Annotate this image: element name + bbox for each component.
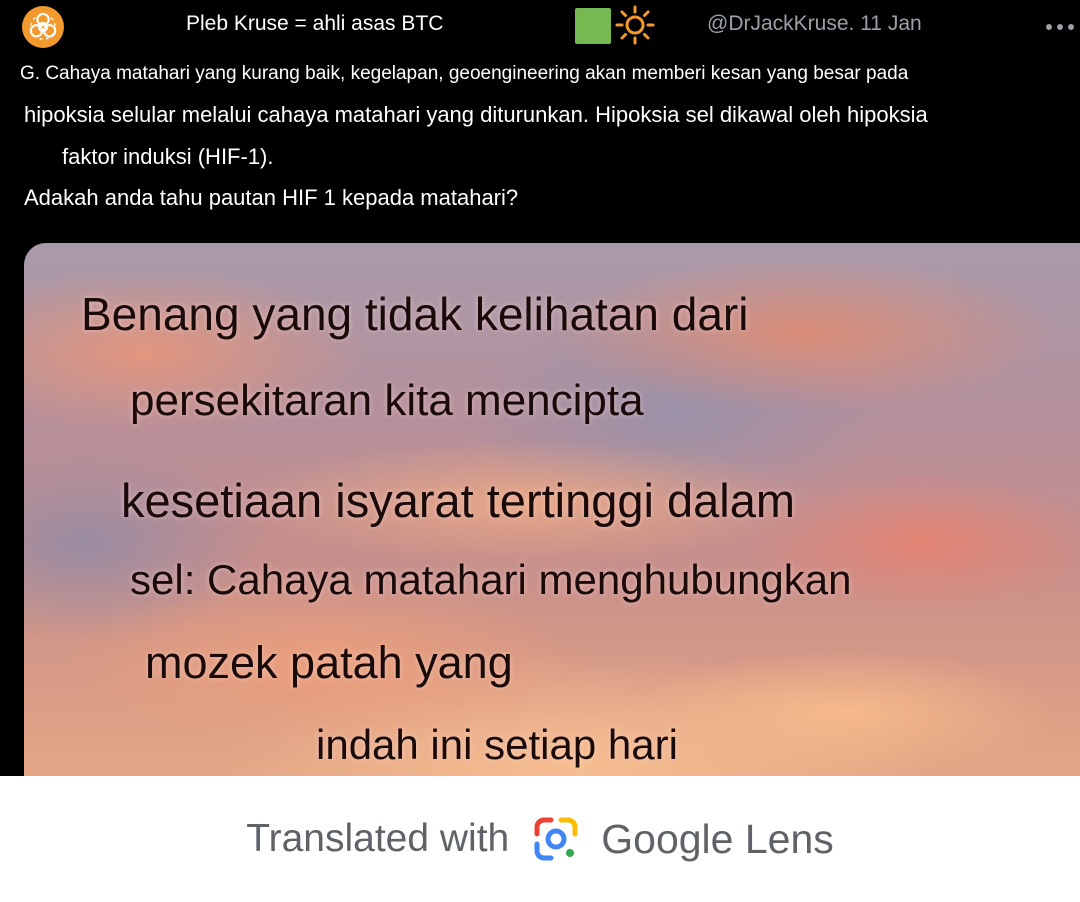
overlay-text-line: indah ini setiap hari	[316, 721, 678, 768]
post-text-line: hipoksia selular melalui cahaya matahari yang diturunkan. Hipoksia sel dikawal oleh hipoksia	[24, 102, 928, 127]
more-dot	[1057, 24, 1063, 30]
green-square-icon	[575, 8, 611, 44]
more-dot	[1046, 24, 1052, 30]
biohazard-icon	[28, 12, 58, 42]
overlay-text-line: mozek patah yang	[145, 637, 513, 688]
google-lens-icon	[533, 816, 579, 862]
sunset-image[interactable]	[24, 243, 1080, 776]
post-text-line: Adakah anda tahu pautan HIF 1 kepada matahari?	[24, 185, 519, 210]
post-text-line: G. Cahaya matahari yang kurang baik, kegelapan, geoengineering akan memberi kesan yang besar pada	[20, 63, 909, 84]
more-icon[interactable]	[1046, 24, 1074, 30]
google-lens-brand: Google Lens	[601, 815, 834, 862]
overlay-text-line: persekitaran kita mencipta	[130, 376, 644, 425]
overlay-text-line: kesetiaan isyarat tertinggi dalam	[121, 474, 796, 527]
post-text-line: faktor induksi (HIF-1).	[62, 144, 274, 169]
overlay-text-line: Benang yang tidak kelihatan dari	[81, 288, 749, 340]
more-dot	[1068, 24, 1074, 30]
overlay-text-line: sel: Cahaya matahari menghubungkan	[130, 556, 852, 603]
avatar[interactable]	[22, 6, 64, 48]
google-lens-footer	[0, 776, 1080, 902]
author-name[interactable]: Pleb Kruse = ahli asas BTC	[186, 12, 444, 35]
handle-date[interactable]: @DrJackKruse. 11 Jan	[707, 12, 922, 35]
translated-with-label: Translated with	[246, 817, 510, 860]
sun-icon	[614, 4, 656, 46]
